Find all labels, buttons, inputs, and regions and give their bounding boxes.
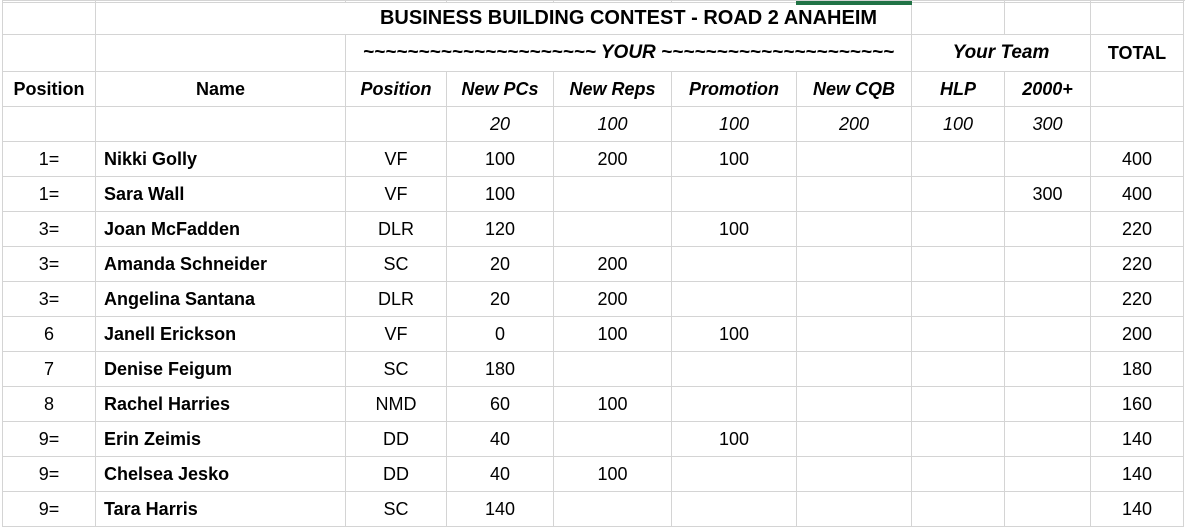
cell-name[interactable]: Sara Wall [96,177,346,212]
cell-2000plus[interactable] [1005,492,1091,527]
cell-promotion[interactable]: 100 [672,142,797,177]
cell-2000plus[interactable] [1005,317,1091,352]
cell-promotion[interactable] [672,387,797,422]
cell-hlp[interactable] [912,142,1005,177]
cell-new-reps[interactable]: 200 [554,282,672,317]
cell-role[interactable]: SC [346,352,447,387]
cell-promotion[interactable] [672,352,797,387]
cell-name[interactable]: Denise Feigum [96,352,346,387]
cell-hlp[interactable] [912,457,1005,492]
empty-cell[interactable] [3,107,96,142]
empty-cell[interactable] [3,35,96,72]
cell-promotion[interactable]: 100 [672,317,797,352]
cell-name[interactable]: Tara Harris [96,492,346,527]
cell-rank[interactable]: 7 [3,352,96,387]
cell-new-reps[interactable] [554,177,672,212]
cell-hlp[interactable] [912,317,1005,352]
cell-name[interactable]: Chelsea Jesko [96,457,346,492]
cell-new-cqb[interactable] [797,422,912,457]
cell-total[interactable]: 160 [1091,387,1184,422]
empty-cell[interactable] [1091,3,1184,35]
cell-total[interactable]: 220 [1091,282,1184,317]
cell-new-cqb[interactable] [797,457,912,492]
total-header-cell[interactable]: TOTAL [1091,35,1184,72]
cell-name[interactable]: Joan McFadden [96,212,346,247]
title-cell[interactable] [96,3,912,35]
cell-role[interactable]: VF [346,317,447,352]
empty-cell[interactable] [1005,3,1091,35]
cell-total[interactable]: 140 [1091,492,1184,527]
cell-new-reps[interactable]: 200 [554,142,672,177]
header-new-reps[interactable]: New Reps [554,72,672,107]
cell-2000plus[interactable] [1005,247,1091,282]
cell-new-pcs[interactable]: 0 [447,317,554,352]
cell-promotion[interactable]: 100 [672,212,797,247]
cell-promotion[interactable] [672,457,797,492]
cell-role[interactable]: SC [346,247,447,282]
cell-new-reps[interactable]: 100 [554,317,672,352]
cell-hlp[interactable] [912,177,1005,212]
points-new-pcs[interactable]: 20 [447,107,554,142]
cell-name[interactable]: Rachel Harries [96,387,346,422]
cell-hlp[interactable] [912,212,1005,247]
cell-hlp[interactable] [912,492,1005,527]
cell-rank[interactable]: 9= [3,422,96,457]
cell-rank[interactable]: 1= [3,142,96,177]
cell-new-cqb[interactable] [797,212,912,247]
cell-total[interactable]: 220 [1091,247,1184,282]
cell-2000plus[interactable] [1005,422,1091,457]
cell-new-pcs[interactable]: 20 [447,247,554,282]
cell-2000plus[interactable] [1005,212,1091,247]
cell-new-pcs[interactable]: 40 [447,422,554,457]
cell-total[interactable]: 140 [1091,422,1184,457]
cell-2000plus[interactable] [1005,387,1091,422]
cell-2000plus[interactable] [1005,352,1091,387]
cell-rank[interactable]: 8 [3,387,96,422]
header-2000plus[interactable]: 2000+ [1005,72,1091,107]
cell-new-cqb[interactable] [797,177,912,212]
cell-hlp[interactable] [912,387,1005,422]
empty-cell[interactable] [1091,72,1184,107]
cell-total[interactable]: 200 [1091,317,1184,352]
cell-rank[interactable]: 3= [3,247,96,282]
cell-rank[interactable]: 3= [3,282,96,317]
cell-promotion[interactable] [672,492,797,527]
header-position-rank[interactable]: Position [3,72,96,107]
cell-name[interactable]: Angelina Santana [96,282,346,317]
cell-new-cqb[interactable] [797,282,912,317]
cell-promotion[interactable] [672,247,797,282]
cell-new-pcs[interactable]: 100 [447,142,554,177]
points-hlp[interactable]: 100 [912,107,1005,142]
cell-role[interactable]: DLR [346,212,447,247]
cell-new-reps[interactable]: 100 [554,387,672,422]
cell-new-pcs[interactable]: 120 [447,212,554,247]
cell-total[interactable]: 180 [1091,352,1184,387]
cell-name[interactable]: Janell Erickson [96,317,346,352]
cell-new-reps[interactable] [554,492,672,527]
cell-new-pcs[interactable]: 20 [447,282,554,317]
header-hlp[interactable]: HLP [912,72,1005,107]
header-new-pcs[interactable]: New PCs [447,72,554,107]
header-promotion[interactable]: Promotion [672,72,797,107]
cell-name[interactable]: Erin Zeimis [96,422,346,457]
cell-promotion[interactable] [672,177,797,212]
cell-new-cqb[interactable] [797,317,912,352]
cell-2000plus[interactable] [1005,282,1091,317]
empty-cell[interactable] [346,107,447,142]
cell-new-cqb[interactable] [797,387,912,422]
empty-cell[interactable] [3,3,96,35]
cell-role[interactable]: VF [346,177,447,212]
cell-rank[interactable]: 9= [3,492,96,527]
cell-promotion[interactable] [672,282,797,317]
cell-new-reps[interactable] [554,212,672,247]
cell-hlp[interactable] [912,282,1005,317]
cell-total[interactable]: 220 [1091,212,1184,247]
cell-rank[interactable]: 6 [3,317,96,352]
spreadsheet [2,3,1184,527]
cell-rank[interactable]: 9= [3,457,96,492]
cell-rank[interactable]: 1= [3,177,96,212]
cell-role[interactable]: SC [346,492,447,527]
cell-role[interactable]: DD [346,457,447,492]
cell-new-reps[interactable]: 100 [554,457,672,492]
title-spacer [96,3,346,34]
cell-total[interactable]: 140 [1091,457,1184,492]
header-name[interactable]: Name [96,72,346,107]
cell-role[interactable]: DD [346,422,447,457]
cell-2000plus[interactable] [1005,457,1091,492]
sheet-title: BUSINESS BUILDING CONTEST - ROAD 2 ANAHEIM [379,7,878,29]
points-promotion[interactable]: 100 [672,107,797,142]
cell-total[interactable]: 400 [1091,142,1184,177]
points-new-cqb[interactable]: 200 [797,107,912,142]
cell-2000plus[interactable] [1005,142,1091,177]
empty-cell[interactable] [1091,107,1184,142]
cell-role[interactable]: VF [346,142,447,177]
header-position-role[interactable]: Position [346,72,447,107]
cell-hlp[interactable] [912,352,1005,387]
cell-new-cqb[interactable] [797,247,912,282]
cell-new-pcs[interactable]: 100 [447,177,554,212]
cell-new-reps[interactable] [554,422,672,457]
cell-name[interactable]: Nikki Golly [96,142,346,177]
your-team-cell[interactable]: Your Team [912,35,1091,72]
cell-new-pcs[interactable]: 40 [447,457,554,492]
cell-new-reps[interactable] [554,352,672,387]
your-banner-cell[interactable]: ~~~~~~~~~~~~~~~~~~~~~ YOUR ~~~~~~~~~~~~~~~~~~~~~ [346,35,912,72]
active-cell-green-border [796,1,912,5]
cell-total[interactable]: 400 [1091,177,1184,212]
cell-hlp[interactable] [912,247,1005,282]
cell-new-cqb[interactable] [797,352,912,387]
empty-cell[interactable] [912,3,1005,35]
cell-2000plus[interactable]: 300 [1005,177,1091,212]
cell-rank[interactable]: 3= [3,212,96,247]
cell-new-cqb[interactable] [797,142,912,177]
cell-role[interactable]: DLR [346,282,447,317]
cell-new-pcs[interactable]: 140 [447,492,554,527]
cell-new-pcs[interactable]: 60 [447,387,554,422]
cell-name[interactable]: Amanda Schneider [96,247,346,282]
cell-promotion[interactable]: 100 [672,422,797,457]
header-new-cqb[interactable]: New CQB [797,72,912,107]
points-2000plus[interactable]: 300 [1005,107,1091,142]
empty-cell[interactable] [96,35,346,72]
cell-new-pcs[interactable]: 180 [447,352,554,387]
points-new-reps[interactable]: 100 [554,107,672,142]
cell-role[interactable]: NMD [346,387,447,422]
cell-new-reps[interactable]: 200 [554,247,672,282]
cell-new-cqb[interactable] [797,492,912,527]
cell-hlp[interactable] [912,422,1005,457]
empty-cell[interactable] [96,107,346,142]
